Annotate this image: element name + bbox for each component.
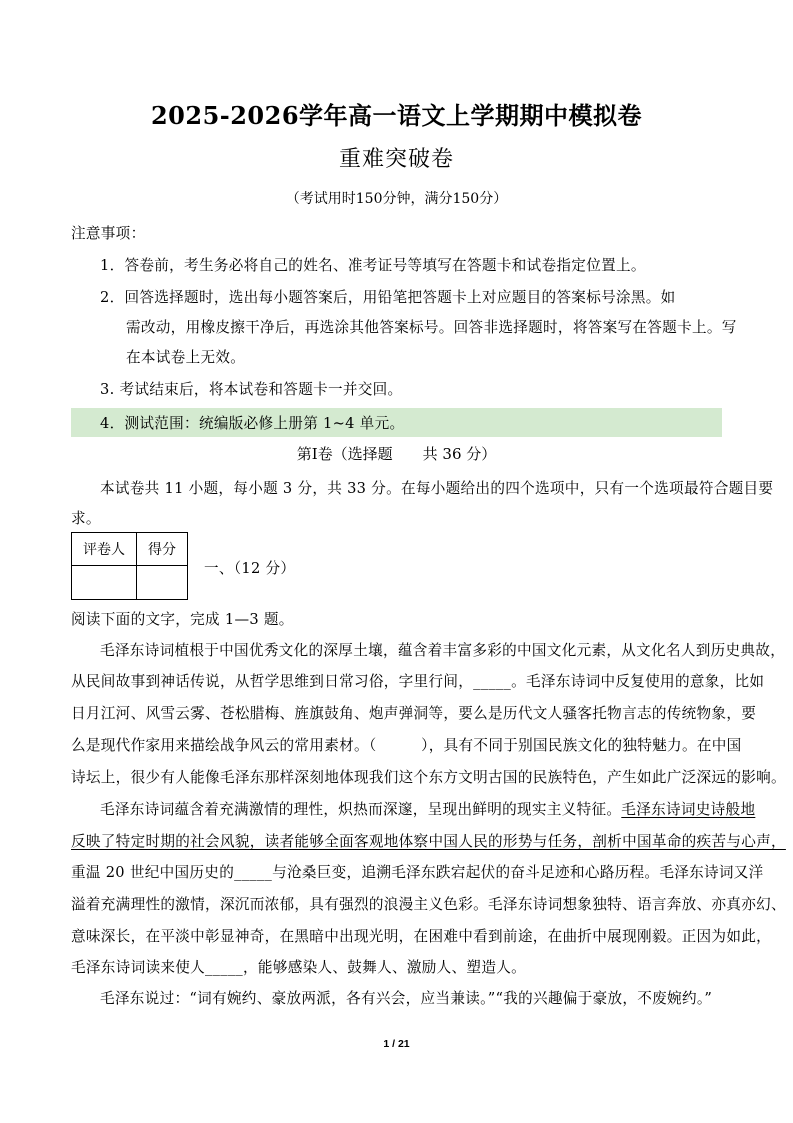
note-item-2-cont: 需改动，用橡皮擦干净后，再选涂其他答案标号。回答非选择题时，将答案写在答题卡上。写	[126, 319, 737, 336]
passage-line: 意味深长，在平淡中彰显神奇，在黑暗中出现光明，在困难中看到前途，在曲折中展现刚毅。正因为如此，	[71, 928, 772, 945]
score-cell	[137, 566, 188, 600]
exam-info: （考试用时150分钟，满分150分）	[285, 191, 508, 207]
note-item-4: 4．测试范围：统编版必修上册第 1~4 单元。	[100, 415, 405, 432]
notes-heading: 注意事项：	[71, 225, 146, 242]
passage-text: 毛泽东诗词蕴含着充满激情的理性，炽热而深邃，呈现出鲜明的现实主义特征。	[100, 801, 622, 818]
passage-line: 毛泽东说过：“词有婉约、豪放两派，各有兴会，应当兼读。”“我的兴趣偏于豪放，不废婉约。”	[100, 990, 713, 1007]
section-intro: 本试卷共 11 小题，每小题 3 分，共 33 分。在每小题给出的四个选项中，只有一个选项最符合题目要	[100, 480, 774, 497]
passage-line: 重温 20 世纪中国历史的_____与沧桑巨变，追溯毛泽东跌宕起伏的奋斗足迹和心路历程。毛泽东诗词又洋	[71, 864, 764, 881]
passage-line: 么是现代作家用来描绘战争风云的常用素材。（ ），具有不同于别国民族文化的独特魅力。在中国	[71, 737, 742, 754]
passage-line: 溢着充满理性的激情，深沉而浓郁，具有强烈的浪漫主义色彩。毛泽东诗词想象独特、语言奔放、亦真亦幻、	[71, 896, 786, 913]
passage-line: 日月江河、风雪云雾、苍松腊梅、旌旗鼓角、炮声弹洞等，要么是历代文人骚客托物言志的传统物象，要	[71, 705, 757, 722]
passage-line: 从民间故事到神话传说，从哲学思维到日常习俗，字里行间，_____。毛泽东诗词中反复使用的意象，比如	[71, 673, 765, 690]
underlined-sentence: 反映了特定时期的社会风貌，读者能够全面客观地体察中国人民的形势与任务，剖析中国革命的疾苦与心声，	[71, 833, 786, 850]
score-header: 得分	[137, 533, 188, 566]
score-table	[71, 532, 188, 600]
section-title: 第Ⅰ卷（选择题 共 36 分）	[296, 445, 497, 463]
note-item-3: 3. 考试结束后，将本试卷和答题卡一并交回。	[100, 381, 403, 398]
passage-line: 诗坛上，很少有人能像毛泽东那样深刻地体现我们这个东方文明古国的民族特色，产生如此广泛深远的影响。	[71, 769, 786, 786]
note-item-1: 1．答卷前，考生务必将自己的姓名、准考证号等填写在答题卡和试卷指定位置上。	[100, 257, 646, 274]
note-item-2: 2．回答选择题时，选出每小题答案后，用铅笔把答题卡上对应题目的答案标号涂黑。如	[100, 289, 676, 306]
grader-cell	[72, 566, 137, 600]
passage-line: 毛泽东诗词植根于中国优秀文化的深厚土壤，蕴含着丰富多彩的中国文化元素，从文化名人到历史典故，	[100, 642, 786, 659]
reading-instruction: 阅读下面的文字，完成 1—3 题。	[71, 611, 294, 628]
underlined-sentence: 毛泽东诗词史诗般地	[621, 801, 756, 818]
passage-line	[100, 798, 755, 819]
note-item-2-end: 在本试卷上无效。	[126, 349, 246, 366]
section-intro-end: 求。	[71, 510, 101, 527]
part-one-label: 一、（12 分）	[204, 560, 296, 577]
exam-subtitle: 重难突破卷	[338, 147, 454, 172]
passage-line: 毛泽东诗词读来使人_____，能够感染人、鼓舞人、激励人、塑造人。	[71, 959, 527, 976]
grader-header: 评卷人	[72, 533, 137, 566]
exam-title: 2025-2026学年高一语文上学期期中模拟卷	[150, 101, 643, 130]
page-indicator: 1 / 21	[383, 1038, 410, 1050]
